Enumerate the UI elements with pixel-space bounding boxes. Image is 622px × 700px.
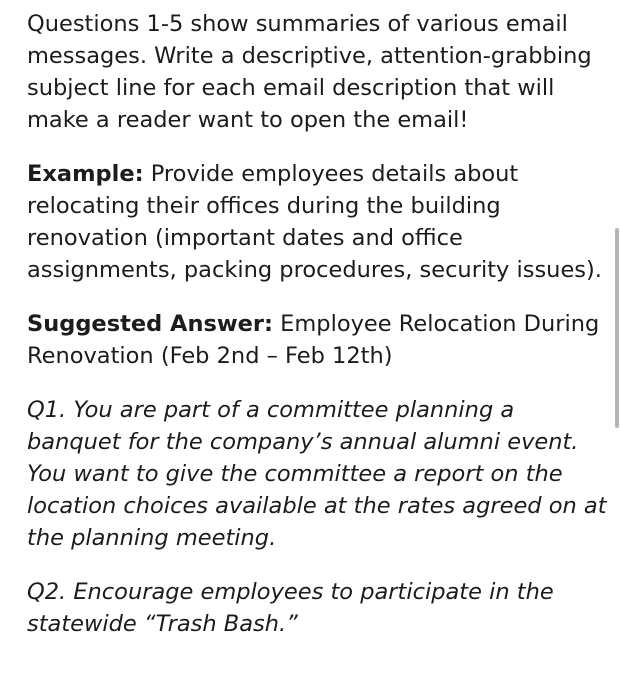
vertical-scrollbar[interactable]: [615, 228, 619, 428]
question-2: Q2. Encourage employees to participate in the statewide “Trash Bash.”: [27, 579, 554, 637]
suggested-answer-label: Suggested Answer:: [27, 311, 274, 337]
question-1: Q1. You are part of a committee planning a banquet for the company’s annual alumni event. You want to give the committee a report on the location choices available at the rates agreed on at the planning meeting.: [27, 397, 607, 551]
document-body: [27, 8, 612, 662]
example-paragraph: [27, 158, 612, 286]
intro-paragraph: Questions 1-5 show summaries of various email messages. Write a descriptive, attention-grabbing subject line for each email description that will make a reader want to open the email!: [27, 11, 592, 133]
example-label: Example:: [27, 161, 144, 187]
suggested-answer-text: Employee Relocation During Renovation (Feb 2nd – Feb 12th): [27, 311, 600, 369]
suggested-answer-paragraph: [27, 308, 612, 372]
example-text: Provide employees details about relocating their offices during the building renovation (important dates and office assignments, packing procedures, security issues).: [27, 161, 602, 283]
